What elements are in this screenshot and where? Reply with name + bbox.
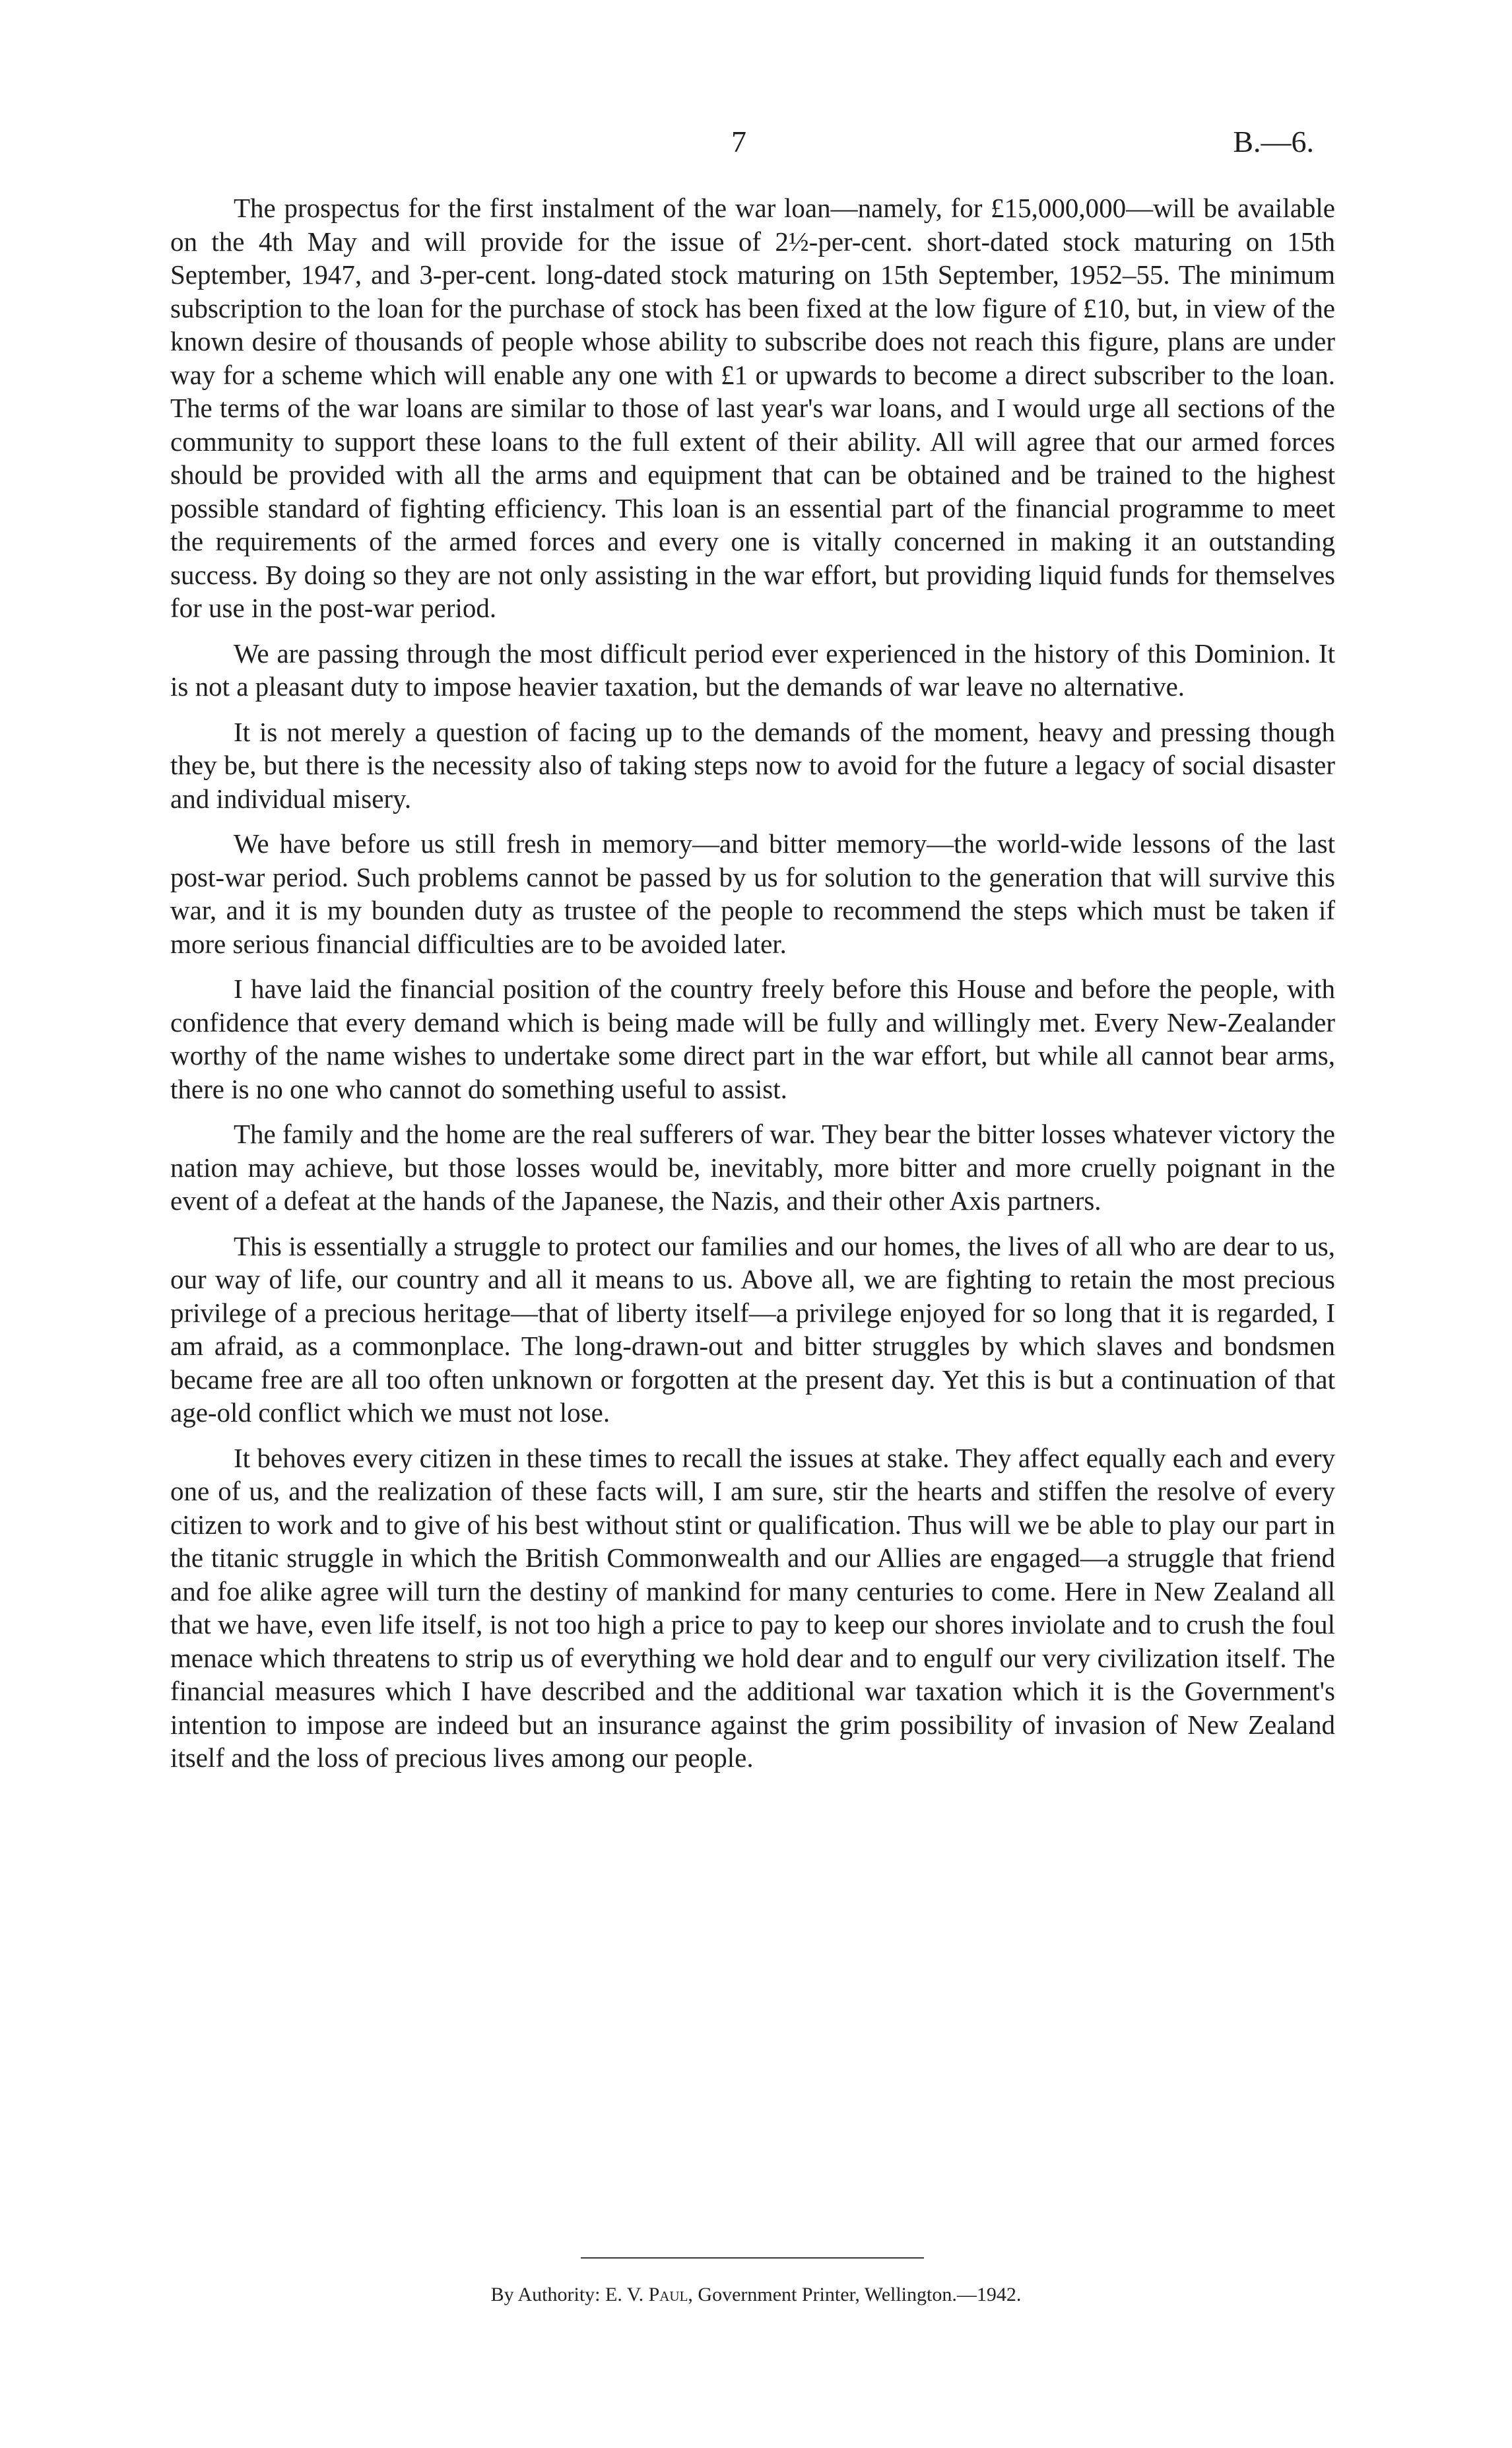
footer-divider bbox=[581, 2257, 924, 2259]
imprint-footer bbox=[0, 2282, 1512, 2308]
page-header bbox=[0, 122, 1512, 162]
imprint-suffix: , Government Printer, Wellington.—1942. bbox=[688, 2284, 1022, 2305]
paragraph-citizens: It behoves every citizen in these times to recall the issues at stake. They affect equally each and every one of us, and the realization of these facts will, I am sure, stir the hearts and stiffen the resolve of every citizen to work and to give of his best without stint or qualification. Thus will we be able to play our part in the titanic struggle in which the British Commonwealth and our Allies are engaged—a struggle that friend and foe alike agree will turn the destiny of mankind for many centuries to come. Here in New Zealand all that we have, even life itself, is not too high a price to pay to keep our shores inviolate and to crush the foul menace which threatens to strip us of everything we hold dear and to engulf our very civilization itself. The financial measures which I have described and the additional war taxation which it is the Government's intention to impose are indeed but an insurance against the grim possibility of invasion of New Zealand itself and the loss of precious lives among our people. bbox=[170, 1442, 1335, 1773]
page-number: 7 bbox=[731, 125, 746, 158]
body-text bbox=[170, 191, 1335, 1787]
paragraph-family-home: The family and the home are the real sufferers of war. They bear the bitter losses whatever victory the nation may achieve, but those losses would be, inevitably, more bitter and more cruelly poignant in the event of a defeat at the hands of the Japanese, the Nazis, and their other Axis partners. bbox=[170, 1119, 1335, 1216]
paragraph-difficult-period: We are passing through the most difficult period ever experienced in the history of this Dominion. It is not a pleasant duty to impose heavier taxation, but the demands of war leave no alternative. bbox=[170, 638, 1335, 702]
paragraph-demands: It is not merely a question of facing up to the demands of the moment, heavy and pressing though they be, but there is the necessity also of taking steps now to avoid for the future a legacy of social disaster and individual misery. bbox=[170, 716, 1335, 814]
paragraph-struggle: This is essentially a struggle to protect our families and our homes, the lives of all who are dear to us, our way of life, our country and all it means to us. Above all, we are fighting to retain the most precious privilege of a precious heritage—that of liberty itself—a privilege enjoyed for so long that it is regarded, I am afraid, as a commonplace. The long-drawn-out and bitter struggles by which slaves and bondsmen became free are all too often unknown or forgotten at the present day. Yet this is but a continuation of that age-old conflict which we must not lose. bbox=[170, 1230, 1335, 1428]
paragraph-post-war-lessons: We have before us still fresh in memory—and bitter memory—the world-wide lessons of the last post-war period. Such problems cannot be passed by us for solution to the generation that will survive this war, and it is my bounden duty as trustee of the people to recommend the steps which must be taken if more serious financial difficulties are to be avoided later. bbox=[170, 828, 1335, 959]
document-reference: B.—6. bbox=[1233, 125, 1314, 158]
paragraph-war-loan: The prospectus for the first instalment of the war loan—namely, for £15,000,000—will be available on the 4th May and will provide for the issue of 2½-per-cent. short-dated stock maturing on 15th September, 1947, and 3-per-cent. long-dated stock maturing on 15th September, 1952–55. The minimum subscription to the loan for the purchase of stock has been fixed at the low figure of £10, but, in view of the known desire of thousands of people whose ability to subscribe does not reach this figure, plans are under way for a scheme which will enable any one with £1 or upwards to become a direct subscriber to the loan. The terms of the war loans are similar to those of last year's war loans, and I would urge all sections of the community to support these loans to the full extent of their ability. All will agree that our armed forces should be provided with all the arms and equipment that can be obtained and be trained to the highest possible standard of fighting efficiency. This loan is an essential part of the financial programme to meet the requirements of the armed forces and every one is vitally concerned in making it an outstanding success. By doing so they are not only assisting in the war effort, but providing liquid funds for themselves for use in the post-war period. bbox=[170, 193, 1335, 623]
paragraph-financial-position: I have laid the financial position of the country freely before this House and before the people, with confidence that every demand which is being made will be fully and willingly met. Every New-Zealander worthy of the name wishes to undertake some direct part in the war effort, but while all cannot bear arms, there is no one who cannot do something useful to assist. bbox=[170, 974, 1335, 1104]
imprint-prefix: By Authority: E. V. bbox=[490, 2284, 649, 2305]
imprint-printer-name: Paul bbox=[648, 2284, 688, 2305]
